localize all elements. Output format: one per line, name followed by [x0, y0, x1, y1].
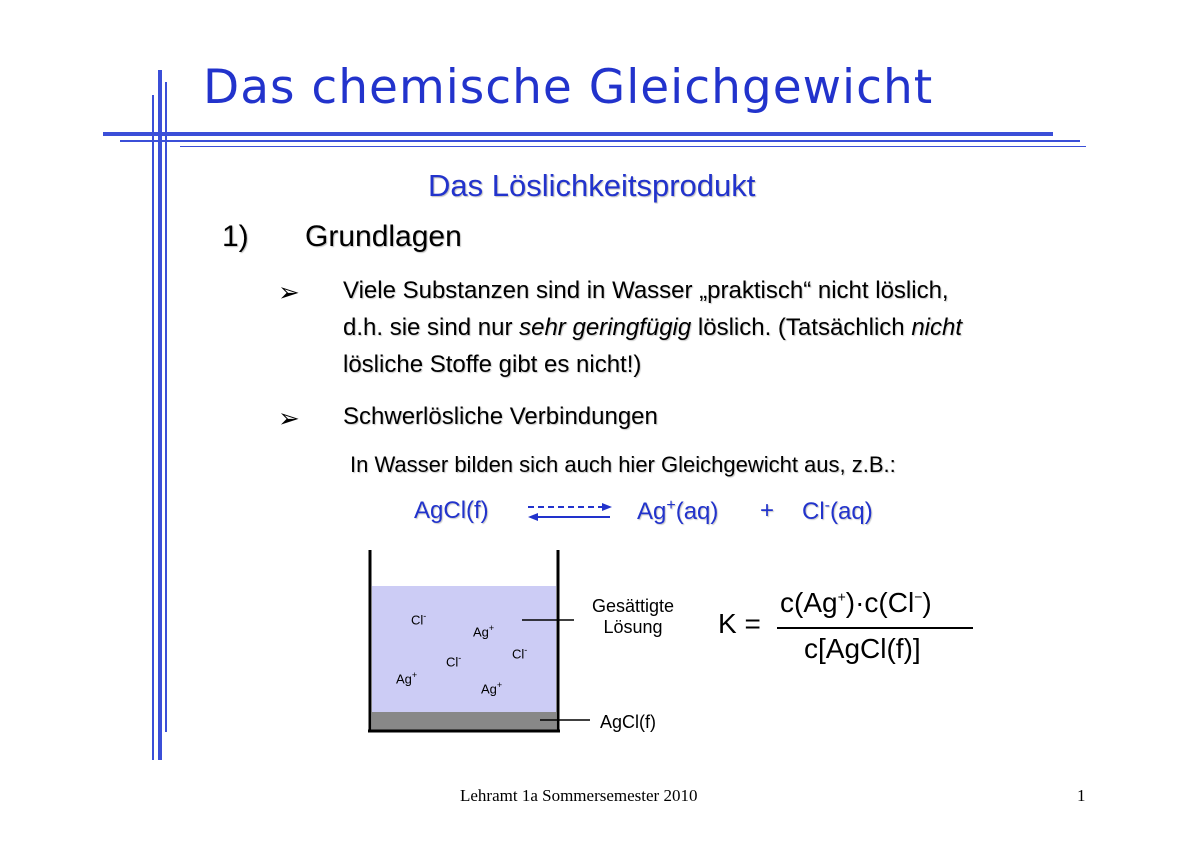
sediment-layer: [372, 712, 556, 730]
equilibrium-product-chloride: Cl-(aq): [802, 497, 873, 525]
saturated-solution-label: Gesättigte Lösung: [591, 596, 675, 637]
ion-label: Cl-: [411, 611, 427, 628]
frame-vertical-line: [158, 70, 162, 760]
footer-text: Lehramt 1a Sommersemester 2010: [460, 786, 698, 805]
section-number: 1): [222, 220, 249, 253]
equilibrium-arrows-icon: [526, 500, 614, 524]
bullet-paragraph: [343, 398, 658, 435]
frame-horizontal-line: [180, 146, 1086, 147]
ion-label: Ag+: [481, 680, 503, 697]
saturated-solution: [372, 586, 556, 712]
formula-denominator: c[AgCl(f)]: [804, 633, 921, 664]
equilibrium-left: AgCl(f): [414, 497, 489, 524]
bullet-line: Viele Substanzen sind in Wasser „praktisch“ nicht löslich,: [343, 277, 949, 304]
bullet-line: lösliche Stoffe gibt es nicht!): [343, 351, 642, 378]
section-title: Grundlagen: [305, 220, 462, 253]
bullet-paragraph: [343, 272, 962, 383]
equilibrium-plus: +: [760, 497, 775, 524]
sediment-label: AgCl(f): [600, 712, 657, 732]
beaker-diagram: [360, 548, 680, 738]
arrow-bullet-icon: ➢: [278, 403, 300, 433]
equilibrium-product-silver: Ag+(aq): [637, 497, 719, 525]
slide-subtitle: Das Löslichkeitsprodukt: [428, 168, 756, 203]
equilibrium-intro: In Wasser bilden sich auch hier Gleichgewicht aus, z.B.:: [350, 452, 896, 477]
slide-title: Das chemische Gleichgewicht: [203, 60, 934, 115]
page-number: 1: [1077, 786, 1086, 805]
formula-numerator: c(Ag+)·c(Cl−): [780, 587, 932, 618]
frame-vertical-line: [165, 82, 167, 732]
frame-horizontal-line: [120, 140, 1080, 142]
ion-label: Ag+: [473, 623, 495, 640]
ion-label: Cl-: [512, 645, 528, 662]
ion-label: Ag+: [396, 670, 418, 687]
bullet-line: d.h. sie sind nur sehr geringfügig löslich. (Tatsächlich nicht: [343, 314, 963, 341]
ion-label: Cl-: [446, 653, 462, 670]
frame-vertical-line: [152, 95, 154, 760]
bullet-line: Schwerlösliche Verbindungen: [343, 403, 658, 430]
equilibrium-constant-lhs: K =: [718, 608, 761, 639]
arrow-bullet-icon: ➢: [278, 277, 300, 307]
fraction-bar: [777, 627, 973, 629]
frame-horizontal-line: [103, 132, 1053, 136]
